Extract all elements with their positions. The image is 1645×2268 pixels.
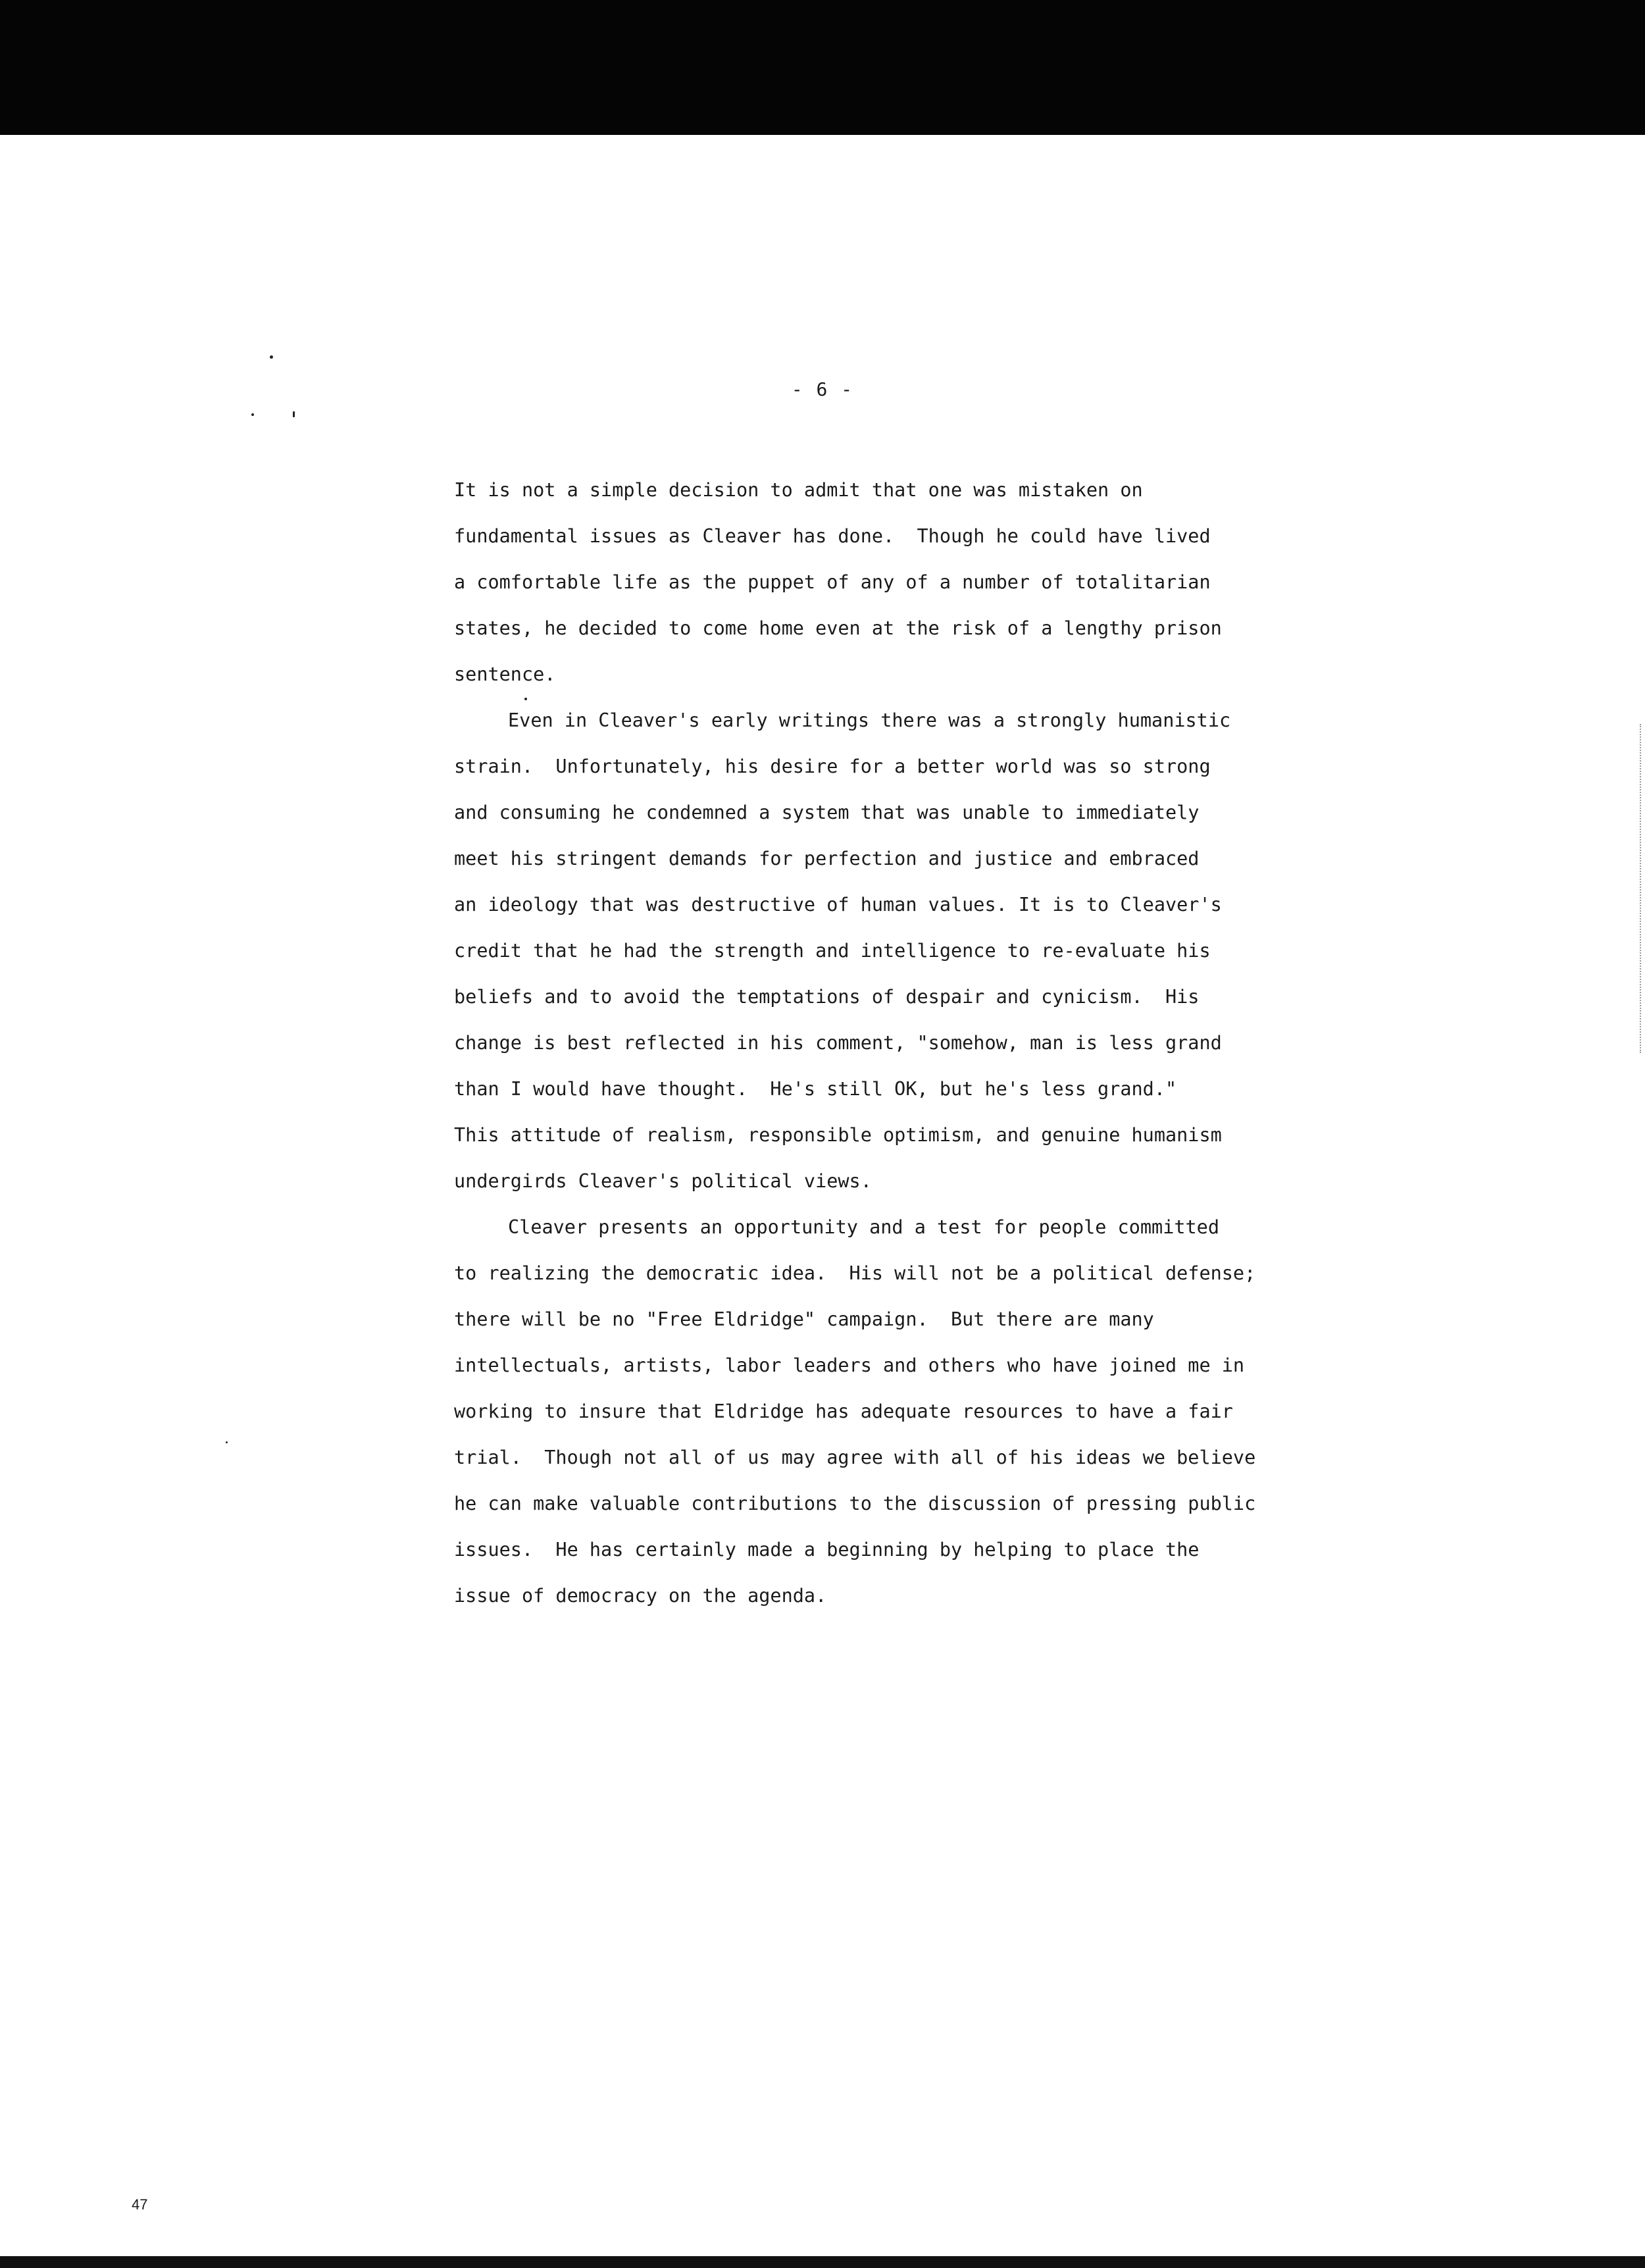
text-line: working to insure that Eldridge has adequate resources to have a fair — [454, 1401, 1233, 1422]
folio-number: 47 — [132, 2196, 148, 2213]
letter-body — [454, 467, 1290, 1619]
scan-speck — [293, 411, 295, 417]
paragraph-1 — [454, 467, 1290, 698]
text-line: issue of democracy on the agenda. — [454, 1585, 827, 1607]
scan-speck — [270, 355, 273, 359]
scan-speck — [251, 413, 254, 416]
paragraph-3 — [454, 1204, 1290, 1619]
paragraph-2 — [454, 698, 1290, 1204]
scan-top-border — [0, 0, 1645, 135]
text-line: trial. Though not all of us may agree with all of his ideas we believe — [454, 1447, 1256, 1468]
text-line: beliefs and to avoid the temptations of despair and cynicism. His — [454, 986, 1200, 1008]
text-line: undergirds Cleaver's political views. — [454, 1170, 872, 1192]
page-number: - 6 - — [791, 378, 854, 400]
text-line: It is not a simple decision to admit that one was mistaken on — [454, 479, 1143, 501]
scan-speck — [226, 1441, 228, 1443]
text-line: there will be no "Free Eldridge" campaign. But there are many — [454, 1308, 1154, 1330]
text-line: issues. He has certainly made a beginning by helping to place the — [454, 1539, 1200, 1560]
text-line: and consuming he condemned a system that was unable to immediately — [454, 802, 1200, 823]
text-line: sentence. — [454, 663, 556, 685]
text-line: a comfortable life as the puppet of any of a number of totalitarian — [454, 571, 1211, 593]
text-line: states, he decided to come home even at the risk of a lengthy prison — [454, 617, 1222, 639]
text-line: he can make valuable contributions to the discussion of pressing public — [454, 1493, 1256, 1514]
scan-bottom-border — [0, 2256, 1645, 2268]
scan-speck — [524, 698, 527, 700]
text-line: an ideology that was destructive of human values. It is to Cleaver's — [454, 894, 1222, 915]
scan-margin-marks — [1640, 724, 1643, 1053]
text-line: intellectuals, artists, labor leaders and others who have joined me in — [454, 1354, 1245, 1376]
text-line: than I would have thought. He's still OK, but he's less grand." — [454, 1078, 1177, 1100]
text-line: Even in Cleaver's early writings there was a strongly humanistic — [508, 709, 1231, 731]
text-line: This attitude of realism, responsible optimism, and genuine humanism — [454, 1124, 1222, 1146]
text-line: Cleaver presents an opportunity and a test for people committed — [508, 1216, 1219, 1238]
text-line: to realizing the democratic idea. His will not be a political defense; — [454, 1262, 1256, 1284]
text-line: change is best reflected in his comment, "somehow, man is less grand — [454, 1032, 1222, 1054]
text-line: credit that he had the strength and intelligence to re-evaluate his — [454, 940, 1211, 962]
text-line: fundamental issues as Cleaver has done. Though he could have lived — [454, 525, 1211, 547]
text-line: strain. Unfortunately, his desire for a better world was so strong — [454, 756, 1211, 777]
text-line: meet his stringent demands for perfection and justice and embraced — [454, 848, 1200, 869]
